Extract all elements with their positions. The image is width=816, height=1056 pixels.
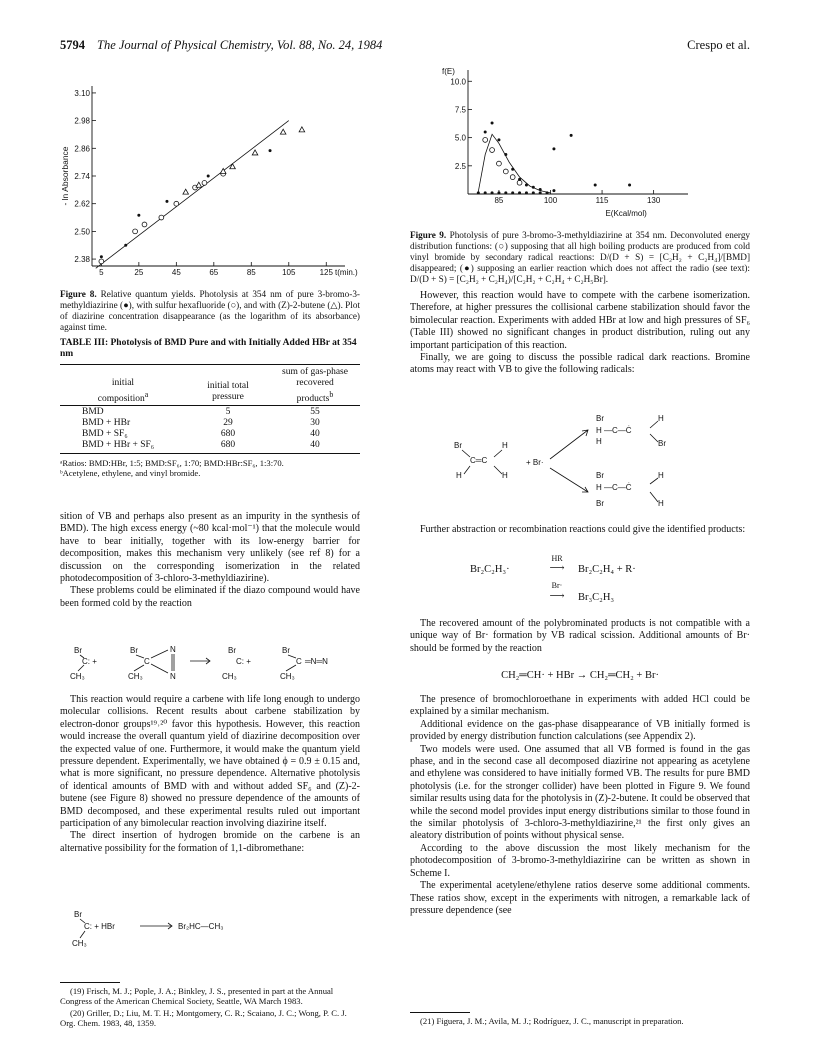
data-point bbox=[532, 191, 535, 194]
svg-text:C: +: C: + bbox=[82, 657, 97, 666]
svg-text:H: H bbox=[658, 471, 664, 480]
left-paragraph-1: sition of VB and perhaps also present as an impurity in the synthesis of BMD). The high excess energy (~80 kcal·mol⁻¹) that the molecule would have to bear initially, together with its low-energy barrier for decomposition, makes this mechanism very unlikely (see ref 8) for a discussion on the corresponding isomerization in the related photodecomposition of 3-chloro-3-methyldiazirine). bbox=[60, 511, 360, 585]
right-column-text-c bbox=[410, 618, 750, 655]
data-point bbox=[280, 129, 286, 134]
svg-text:Br: Br bbox=[596, 414, 604, 423]
data-point bbox=[174, 201, 179, 206]
cell-pressure: 680 bbox=[220, 429, 236, 440]
y-tick-label: 5.0 bbox=[454, 133, 466, 143]
data-point bbox=[525, 183, 528, 186]
data-point bbox=[517, 180, 522, 185]
data-point bbox=[484, 131, 487, 134]
y-tick-label: 3.10 bbox=[74, 88, 90, 98]
figure-9-caption-text: Photolysis of pure 3-bromo-3-methyldiazirine at 354 nm. Deconvoluted energy distribution functions: (○) supposing that all high boiling products are produced from cold vinyl bromide by secondary radical reactions: D/(D + S) = [C₂H₂ + C₂H₄]/[BMD] disappeared; (●) supposing an earlier reaction which does not affect the radio (see text): D/(D + S) = [C₂H₂ + C₂H₄)/[C₂H₂ + C₂H₄ + C₂H₅Br]. bbox=[410, 230, 751, 284]
right-column-text-a bbox=[410, 290, 750, 377]
data-point bbox=[299, 127, 305, 132]
reaction-scheme-diazo bbox=[60, 643, 360, 691]
y-tick-label: 10.0 bbox=[450, 77, 466, 87]
data-point bbox=[477, 191, 480, 194]
data-point bbox=[142, 222, 147, 227]
right-column-text-b bbox=[410, 524, 750, 536]
eq1-condition: HR bbox=[551, 554, 563, 563]
right-footnotes bbox=[410, 1016, 750, 1027]
equation-vinyl-hbr: CH₂═CH· + HBr → CH₂═CH₂ + Br· bbox=[501, 670, 659, 681]
th-pressure-b: pressure bbox=[212, 391, 244, 402]
data-point bbox=[552, 147, 555, 150]
left-column-text-a bbox=[60, 511, 360, 610]
data-point bbox=[511, 191, 514, 194]
figure-8-chart-area bbox=[60, 86, 358, 277]
data-point bbox=[525, 191, 528, 194]
equation-recombination: Br· ⟶ Br₃C₂H₃ bbox=[540, 584, 690, 604]
right-paragraph-6: Additional evidence on the gas-phase disappearance of VB initially formed is provided by energy distribution function calculations (see Appendix 2). bbox=[410, 718, 750, 743]
left-footnotes bbox=[60, 986, 360, 1030]
data-point bbox=[230, 164, 236, 169]
page-number: 5794 bbox=[60, 38, 85, 52]
table-row bbox=[60, 407, 360, 418]
table-3-grid: initial composition$^a$ initial total pressure sum of gas-phase recovered products$^b$ BMD 5 55 BMD + HBr 29 30 BMD + SF₆ 680 40 BMD + HBr + SF₆ 680 40 bbox=[60, 365, 360, 451]
x-tick-label: 25 bbox=[134, 268, 144, 277]
right-paragraph-4: The recovered amount of the polybrominated products is not compatible with a unique way of Br· formation by VB radical scission. Additional amounts of Br· should be formed by the reaction bbox=[410, 618, 750, 654]
data-point bbox=[100, 255, 103, 258]
figure-8-plot bbox=[60, 80, 360, 285]
cell-pressure: 5 bbox=[225, 407, 231, 418]
data-point bbox=[252, 150, 258, 155]
th-pressure-a: initial total bbox=[207, 380, 249, 391]
right-paragraph-3: Further abstraction or recombination reactions could give the identified products: bbox=[420, 524, 746, 535]
table-row bbox=[60, 418, 360, 429]
data-point bbox=[552, 189, 555, 192]
svg-text:N: N bbox=[170, 645, 176, 654]
cell-products: 30 bbox=[310, 418, 320, 429]
data-point bbox=[532, 186, 535, 189]
data-point bbox=[503, 169, 508, 174]
cell-composition: BMD + HBr bbox=[82, 418, 131, 429]
data-point bbox=[539, 191, 542, 194]
left-paragraph-3: This reaction would require a carbene with life long enough to undergo molecular collisions. Recent results about carbene stabilization by electron-donor groups¹⁹˒²⁰ favor this hypothesis. However, this reaction would increase the overall quantum yield of diazirine decomposition over the expected value of one. Furthermore, it would make the quantum yield pressure dependent. Experimentally, we have obtained ϕ = 0.9 ± 0.15 and, what is more significant, no pressure dependence. Alternative photolysis of identical amounts of BMD with and without added SF₆ and (Z)-2-butene (see Figure 8) showed no pressure dependence of the amounts of BMD decomposed, and these experimental results ruled out important participation of any bimolecular reaction involving diazirine itself. bbox=[60, 694, 360, 830]
table-row bbox=[60, 440, 360, 451]
x-tick-label: 65 bbox=[209, 268, 219, 277]
data-point bbox=[628, 183, 631, 186]
svg-text:—C—Ċ: —C—Ċ bbox=[604, 483, 632, 492]
footnote-19: (19) Frisch, M. J.; Pople, J. A.; Binkley, J. S., presented in part at the Annual Congress of the American Chemical Society, Seattle, WA March 1983. bbox=[60, 986, 334, 1007]
x-tick-label: 115 bbox=[595, 196, 609, 205]
svg-text:H: H bbox=[658, 414, 664, 423]
svg-text:Br: Br bbox=[596, 471, 604, 480]
right-column-text-d bbox=[410, 694, 750, 917]
eq2-product: Br₃C₂H₃ bbox=[578, 592, 615, 603]
figure-9-plot bbox=[438, 62, 758, 227]
cell-composition: BMD + SF₆ bbox=[82, 429, 128, 440]
reaction-scheme-br-radicals bbox=[440, 404, 690, 514]
data-point bbox=[483, 137, 488, 142]
cell-composition: BMD + HBr + SF₆ bbox=[82, 440, 155, 451]
x-tick-label: 125 bbox=[319, 268, 333, 277]
y-tick-label: 2.74 bbox=[74, 172, 90, 181]
table-3-note-a: ᵃRatios: BMD:HBr, 1:5; BMD:SF₆, 1:70; BMD:HBr:SF₆, 1:3:70. bbox=[60, 458, 284, 469]
svg-text:CH₃: CH₃ bbox=[70, 672, 85, 681]
eq2-condition: Br· bbox=[551, 581, 563, 590]
data-point bbox=[137, 214, 140, 217]
svg-text:C: C bbox=[144, 657, 150, 666]
data-point bbox=[539, 188, 542, 191]
svg-text:C═C: C═C bbox=[470, 456, 488, 465]
svg-text:Br: Br bbox=[228, 646, 236, 655]
cell-composition: BMD bbox=[82, 407, 104, 418]
data-point bbox=[202, 181, 207, 186]
svg-text:CH₃: CH₃ bbox=[222, 672, 237, 681]
svg-text:C: + HBr: C: + HBr bbox=[84, 922, 115, 931]
svg-text:H: H bbox=[502, 441, 508, 450]
right-paragraph-1: However, this reaction would have to compete with the carbene isomerization. Therefore, at higher pressures the collisional carbene stabilization should favor the bimolecular reaction. Experiments with added HBr at low and high pressures of SF₆ (Table III) showed no significant changes in product distribution, ruling out any important participation of this reaction. bbox=[410, 290, 750, 351]
th-composition-a: initial bbox=[111, 378, 135, 388]
y-tick-label: 7.5 bbox=[454, 105, 466, 115]
data-point bbox=[165, 200, 168, 203]
cell-products: 40 bbox=[310, 429, 320, 440]
th-composition-b: composition bbox=[97, 394, 145, 405]
table-row bbox=[60, 429, 360, 440]
data-point bbox=[196, 182, 202, 187]
y-tick-label: 2.5 bbox=[454, 161, 466, 171]
y-tick-label: 2.38 bbox=[74, 255, 90, 265]
cell-pressure: 29 bbox=[223, 418, 233, 429]
data-point bbox=[511, 168, 514, 171]
x-tick-label: 5 bbox=[99, 268, 104, 277]
svg-text:CH₃: CH₃ bbox=[280, 672, 295, 681]
svg-text:H: H bbox=[456, 471, 462, 480]
data-point bbox=[491, 121, 494, 124]
svg-text:Br: Br bbox=[130, 646, 138, 655]
svg-text:Br: Br bbox=[74, 910, 82, 919]
data-point bbox=[484, 191, 487, 194]
data-point bbox=[504, 153, 507, 156]
svg-text:Br: Br bbox=[658, 439, 666, 448]
svg-text:Br: Br bbox=[596, 499, 604, 508]
cell-products: 55 bbox=[310, 407, 320, 418]
left-paragraph-2: These problems could be eliminated if the diazo compound would have been formed cold by the reaction bbox=[60, 585, 360, 609]
table-3 bbox=[60, 338, 360, 478]
right-paragraph-2: Finally, we are going to discuss the possible radical dark reactions. Bromine atoms may react with VB to give the following radicals: bbox=[410, 352, 750, 376]
eq1-product: Br₂C₂H₄ + R· bbox=[578, 564, 636, 575]
svg-text:H: H bbox=[596, 483, 602, 492]
x-tick-label: 85 bbox=[246, 268, 256, 277]
footnote-rule-right bbox=[410, 1012, 470, 1013]
data-point bbox=[490, 148, 495, 153]
th-products-b: recovered bbox=[296, 378, 334, 388]
x-tick-label: 85 bbox=[494, 196, 504, 205]
data-point bbox=[133, 229, 138, 234]
figure-8-label: Figure 8. bbox=[60, 289, 97, 299]
left-paragraph-4: The direct insertion of hydrogen bromide on the carbene is an alternative possibility for the formation of 1,1-dibromethane: bbox=[60, 830, 360, 854]
y-axis-label: f(E) bbox=[442, 67, 455, 76]
x-tick-label: 45 bbox=[171, 268, 181, 277]
x-axis-label: E(Kcal/mol) bbox=[605, 209, 647, 218]
data-point bbox=[491, 191, 494, 194]
svg-text:Br₂HC—CH₃: Br₂HC—CH₃ bbox=[178, 922, 224, 931]
data-point bbox=[546, 191, 549, 194]
figure-8-caption-text: Relative quantum yields. Photolysis at 354 nm of pure 3-bromo-3-methyldiazirine (●), with sulfur hexafluoride (○), and with (Z)-2-butene (△). Plot of diazirine concentration disappearance (as the logarithm of its absorbance) against time. bbox=[60, 289, 360, 332]
right-paragraph-9: The experimental acetylene/ethylene ratios deserve some additional comments. These ratios show, except in the experiments with nitrogen, a remarkable lack of pressure dependence (see bbox=[410, 880, 750, 916]
figure-9-label: Figure 9. bbox=[410, 230, 447, 240]
svg-text:H: H bbox=[502, 471, 508, 480]
data-point bbox=[594, 183, 597, 186]
svg-text:CH₃: CH₃ bbox=[128, 672, 143, 681]
y-tick-label: 2.62 bbox=[74, 199, 90, 209]
svg-text:H: H bbox=[596, 426, 602, 435]
footnote-21: (21) Figuera, J. M.; Avila, M. J.; Rodríguez, J. C., manuscript in preparation. bbox=[420, 1016, 684, 1026]
data-point bbox=[510, 175, 515, 180]
x-axis-label: t(min.) bbox=[335, 268, 358, 277]
figure-9-chart-area bbox=[442, 67, 688, 218]
cell-products: 40 bbox=[310, 440, 320, 451]
x-tick-label: 105 bbox=[282, 268, 296, 277]
footnote-20: (20) Griller, D.; Liu, M. T. H.; Montgomery, C. R.; Scaiano, J. C.; Wong, P. C. J. Org. Chem. 1983, 48, 1359. bbox=[60, 1007, 347, 1029]
right-paragraph-8: According to the above discussion the most likely mechanism for the photodecomposition of 3-bromo-3-methyldiazirine can be written as shown in Scheme I. bbox=[410, 842, 750, 879]
eq1-reactant: Br₂C₂H₃· bbox=[470, 564, 510, 575]
data-point bbox=[570, 134, 573, 137]
svg-text:Br: Br bbox=[454, 441, 462, 450]
svg-text:Br: Br bbox=[74, 646, 82, 655]
svg-text:+ Br·: + Br· bbox=[526, 458, 544, 467]
y-tick-label: 2.98 bbox=[74, 116, 90, 126]
x-tick-label: 100 bbox=[543, 196, 558, 205]
svg-text:N: N bbox=[170, 672, 176, 681]
reaction-scheme-hbr-insertion bbox=[60, 908, 360, 952]
svg-text:H: H bbox=[658, 499, 664, 508]
data-point bbox=[269, 149, 272, 152]
right-paragraph-7: Two models were used. One assumed that all VB formed is found in the gas phase, and in the second case all decomposed diazirine not appearing as acetylene and ethylene was considered to have initially formed VB. The results for pure BMD photolysis (i.e. for the stronger collider) have been plotted in Figure 9. We found similar results using data for the photolysis in (Z)-2-butene. It could be observed that while the second model provides input energy distributions similar to those found in the similar photolysis of 3-chloro-3-methyldiazirine,²¹ the first only gives an aleatory distribution of points without physical sense. bbox=[410, 743, 750, 842]
data-point bbox=[518, 191, 521, 194]
data-point bbox=[497, 191, 500, 194]
data-point bbox=[183, 189, 189, 194]
data-point bbox=[124, 244, 127, 247]
y-axis-label: - ln Absorbance bbox=[60, 146, 70, 206]
distribution-curve bbox=[478, 134, 550, 193]
svg-text:Br: Br bbox=[282, 646, 290, 655]
right-paragraph-5: The presence of bromochloroethane in experiments with added HCl could be explained by a similar mechanism. bbox=[410, 694, 750, 718]
svg-text:CH₃: CH₃ bbox=[72, 939, 87, 948]
data-point bbox=[99, 259, 104, 264]
svg-text:═N═N: ═N═N bbox=[305, 657, 328, 666]
journal-title: The Journal of Physical Chemistry, Vol. 88, No. 24, 1984 bbox=[97, 38, 383, 52]
figure-8-caption bbox=[60, 289, 360, 333]
left-column-text-b bbox=[60, 694, 360, 855]
data-point bbox=[504, 191, 507, 194]
equation-abstraction: Br₂C₂H₃· HR ⟶ Br₂C₂H₄ + R· bbox=[470, 554, 636, 575]
th-products-c: products bbox=[296, 394, 330, 405]
th-products-a: sum of gas-phase bbox=[282, 367, 348, 377]
data-point bbox=[518, 178, 521, 181]
y-tick-label: 2.50 bbox=[74, 227, 90, 237]
figure-9-caption bbox=[410, 230, 750, 285]
footnote-rule bbox=[60, 982, 120, 983]
svg-text:C: +: C: + bbox=[236, 657, 251, 666]
data-point bbox=[497, 138, 500, 141]
y-tick-label: 2.86 bbox=[74, 144, 90, 154]
x-tick-label: 130 bbox=[646, 196, 661, 205]
data-point bbox=[497, 161, 502, 166]
running-authors: Crespo et al. bbox=[687, 38, 750, 52]
data-point bbox=[207, 175, 210, 178]
cell-pressure: 680 bbox=[220, 440, 236, 451]
svg-text:—C—Ċ: —C—Ċ bbox=[604, 426, 632, 435]
data-point bbox=[159, 215, 164, 220]
table-3-note-b: ᵇAcetylene, ethylene, and vinyl bromide. bbox=[60, 468, 201, 479]
svg-text:C: C bbox=[296, 657, 302, 666]
table-3-title: TABLE III: Photolysis of BMD Pure and with Initially Added HBr at 354 nm bbox=[60, 338, 357, 359]
svg-text:H: H bbox=[596, 437, 602, 446]
